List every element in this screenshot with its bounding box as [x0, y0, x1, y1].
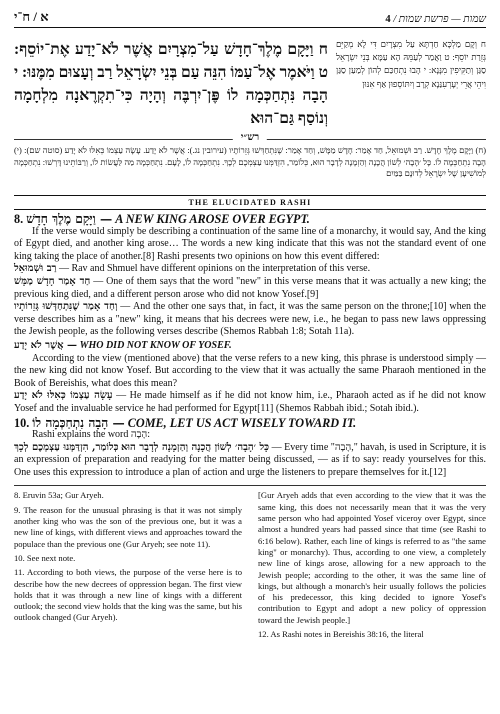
- paragraph: [14, 263, 486, 276]
- footnote: [Gur Aryeh adds that even according to the view that it was the same king, this does not necessarily mean that it was the very same person who had appointed Yosef viceroy over Egypt, since almost a hundred years had passed since that time (see Rashi to 6:16 below). Rather, each line of kings is referred to as "the same king" or monarchy). Thus, according to one view, a completely new line of kings arose, allowing for a new approach to the Jewish people; according to the other, it was the same line of kings, but although a monarch's heir usually follows the policies of his predecessor, this king decided to ignore Yosef's contribution to Egypt and adopt a new policy of oppression toward the Jewish people.]: [258, 490, 486, 625]
- hebrew-phrase: רַב וּשְׁמוּאֵל: [14, 263, 57, 275]
- hebrew-text-area: [14, 38, 486, 131]
- section-number: 8.: [14, 212, 24, 226]
- section-hebrew-lemma: אֲשֶׁר לֹא יָדַע —: [14, 339, 78, 351]
- targum-text: ח וְקָם מַלְכָּא חַדְתָּא עַל מִצְרָיִם דִּי לָא מְקַיֵּם גְּזֵרַת יוֹסֵף: ט וַאֲמַר לְעַמֵּהּ הָא עַמָּא בְּנֵי יִשְׂרָאֵל סַגַּן וְתַקִּיפִין מִנָּנָא: י הָבוּ נִתְחַכַּם לְהוֹן לְמַעַן סַגַּן וִיהֵי אֲרֵי יְעָרְעִנַּנָא קְרָב וְיִתּוֹסְפוּן אַף אִנּוּן: [336, 39, 486, 89]
- section-heading-10: [14, 417, 486, 430]
- rashi-divider: [14, 133, 486, 145]
- chapter-verse-marker: א / ח־י: [14, 9, 49, 24]
- paragraph-text: — One of them says that the word "new" in this verse means that it was actually a new king; the previous king died, and a different person arose who did not know Yosef.[9]: [14, 275, 487, 300]
- hebrew-phrase: חַד אָמַר חָדָשׁ מַמָּשׁ: [14, 275, 91, 287]
- paragraph-text: — Rav and Shmuel have different opinions on the interpretation of this verse.: [58, 263, 371, 275]
- torah-verse-text: ח וַיָּקָם מֶלֶךְ־חָדָשׁ עַל־מִצְרָיִם אֲשֶׁר לֹא־יָדַע אֶת־יוֹסֵף: ט וַיֹּאמֶר אֶל־עַמּוֹ הִנֵּה עַם בְּנֵי יִשְׂרָאֵל רַב וְעָצוּם מִמֶּנּוּ: י הָבָה נִּתְחַכְּמָה לוֹ פֶּן־יִרְבֶּה וְהָיָה כִּי־תִקְרֶאנָה מִלְחָמָה וְנוֹסַף גַּם־הוּא: [14, 41, 328, 127]
- section-heading-8: [14, 213, 486, 226]
- section-gloss: COME, LET US ACT WISELY TOWARD IT.: [127, 415, 357, 430]
- section-hebrew-lemma: וַיָּקָם מֶלֶךְ חָדָשׁ —: [26, 212, 113, 226]
- footnotes-left-column: [14, 490, 242, 643]
- hebrew-phrase: כָּל ׳הָבָה׳ לְשׁוֹן הֲכָנָה וְהַזְמָנָה לְדָבָר הוּא: [121, 441, 270, 453]
- running-title: שמות — פרשת שמות / 4: [385, 14, 486, 25]
- section-gloss: WHO DID NOT KNOW OF YOSEF.: [79, 339, 232, 351]
- section-gloss: A NEW KING AROSE OVER EGYPT.: [115, 212, 310, 226]
- targum-onkelos: [336, 38, 486, 131]
- paragraph-text: — He made himself as if he did not know him, i.e., Pharaoh acted as if he did not know Yosef and the invaluable service he had performed for Egypt[11] (Shemos Rabbah ibid.; Sotah ibid.).: [14, 390, 486, 414]
- section-subheading: [14, 340, 486, 353]
- running-header: [14, 8, 486, 28]
- hebrew-phrase: וְחַד אָמַר שֶׁנִּתְחַדְּשׁוּ גְּזֵרוֹתָיו: [14, 301, 118, 313]
- footnote: 10. See next note.: [14, 552, 76, 563]
- paragraph: If the verse would simply be describing a continuation of the same line of a monarchy, it would say, And the king of Egypt died, and another king arose… The words a new king indicate that this was not the standard event of one king taking the place of another.[8] Rashi presents two opinions on how this event differed:: [14, 225, 486, 262]
- section-number: 10.: [14, 415, 30, 430]
- elucidated-rashi-banner: THE ELUCIDATED RASHI: [14, 195, 486, 210]
- rashi-hebrew-commentary: (ח) וַיָּקָם מֶלֶךְ חָדָשׁ. רַב וּשְׁמוּאֵל, חַד אָמַר: חָדָשׁ מַמָּשׁ, וְחַד אָמַר: שֶׁנִּתְחַדְּשׁוּ גְּזֵרוֹתָיו (עירובין נג.): אֲשֶׁר לֹא יָדַע. עָשָׂה עַצְמוֹ כְּאִלּוּ לֹא יָדַע (סוטה שם): (י) הָבָה נִתְחַכְּמָה לוֹ. כָּל ׳הָבָה׳ לְשׁוֹן הֲכָנָה וְהַזְמָנָה לְדָבָר הוּא, כְּלוֹמַר, הִזְדַּמְּנוּ עַצְמְכֶם לְכָךְ. נִתְחַכְּמָה לוֹ, לָעָם. נִתְחַכְּמָה מַה לַּעֲשׂוֹת לוֹ, וְרַבּוֹתֵינוּ דָּרְשׁוּ: נִתְחַכְּמָה לְמוֹשִׁיעָן שֶׁל יִשְׂרָאֵל לְדוּנָם בַּמַּיִם: [14, 146, 486, 179]
- section-hebrew-lemma: הָבָה נִתְחַכְּמָה לוֹ —: [32, 415, 125, 430]
- paragraph: According to the view (mentioned above) that the verse refers to a new king, this phrase is understood simply — the new king did not know Yosef. But according to the view that it was actually the same Pharaoh mentioned in the Book of Bereishis, what does this mean?: [14, 352, 486, 389]
- running-title-text: שמות — פרשת שמות: [398, 14, 486, 25]
- hebrew-phrase: עָשָׂה עַצְמוֹ כְּאִלּוּ לֹא יָדַע: [14, 390, 113, 402]
- page-number: 4: [385, 14, 391, 25]
- elucidation-body: [14, 213, 486, 479]
- paragraph: [14, 390, 486, 415]
- footnote-rule: [14, 485, 486, 486]
- paragraph: [14, 301, 486, 339]
- footnote: 9. The reason for the unusual phrasing is that it was not simply another king who was the son of the previous one, but it was a new line of kings, with different views and approaches toward the populace than the previous one (Gur Aryeh; see note 11).: [14, 504, 242, 549]
- footnote: 8. Eruvin 53a; Gur Aryeh.: [14, 490, 104, 501]
- paragraph: [14, 442, 486, 480]
- rashi-label: רש״י: [233, 132, 267, 143]
- paragraph-text: — Every time "הָבָה," havah, is used in Scripture, it is an expression of preparation and readying for the matter being discussed, — as if to say: ready yourselves for this. One uses this expression to introduce a plan of action and urge the listeners to prepare themselves for it.[12]: [14, 441, 487, 478]
- paragraph-text: — And the other one says that, in fact, it was the same person on the throne;[10] when the verse describes him as a "new" king, it means that his decrees were new, i.e., he began to pass new laws oppressing the Jewish people, as the following verses describe (Shemos Rabbah 1:8; Sotah 11a).: [14, 301, 486, 338]
- footnote: 11. According to both views, the purpose of the verse here is to describe how the new decrees of oppression began. The first view holds that it was through a new line of kings with a different outlook; the second view holds that the king was the same, but his outlook changed (Gur Aryeh).: [14, 567, 242, 623]
- paragraph: Rashi explains the word הָבָה:: [32, 429, 150, 441]
- hebrew-phrase: כְּלוֹמַר, הִזְדַּמְּנוּ עַצְמְכֶם לְכָךְ: [14, 441, 119, 453]
- footnotes-right-column: [258, 490, 486, 643]
- paragraph: [14, 276, 486, 301]
- footnote: 12. As Rashi notes in Bereishis 38:16, the literal: [258, 629, 424, 640]
- footnotes: [14, 490, 486, 643]
